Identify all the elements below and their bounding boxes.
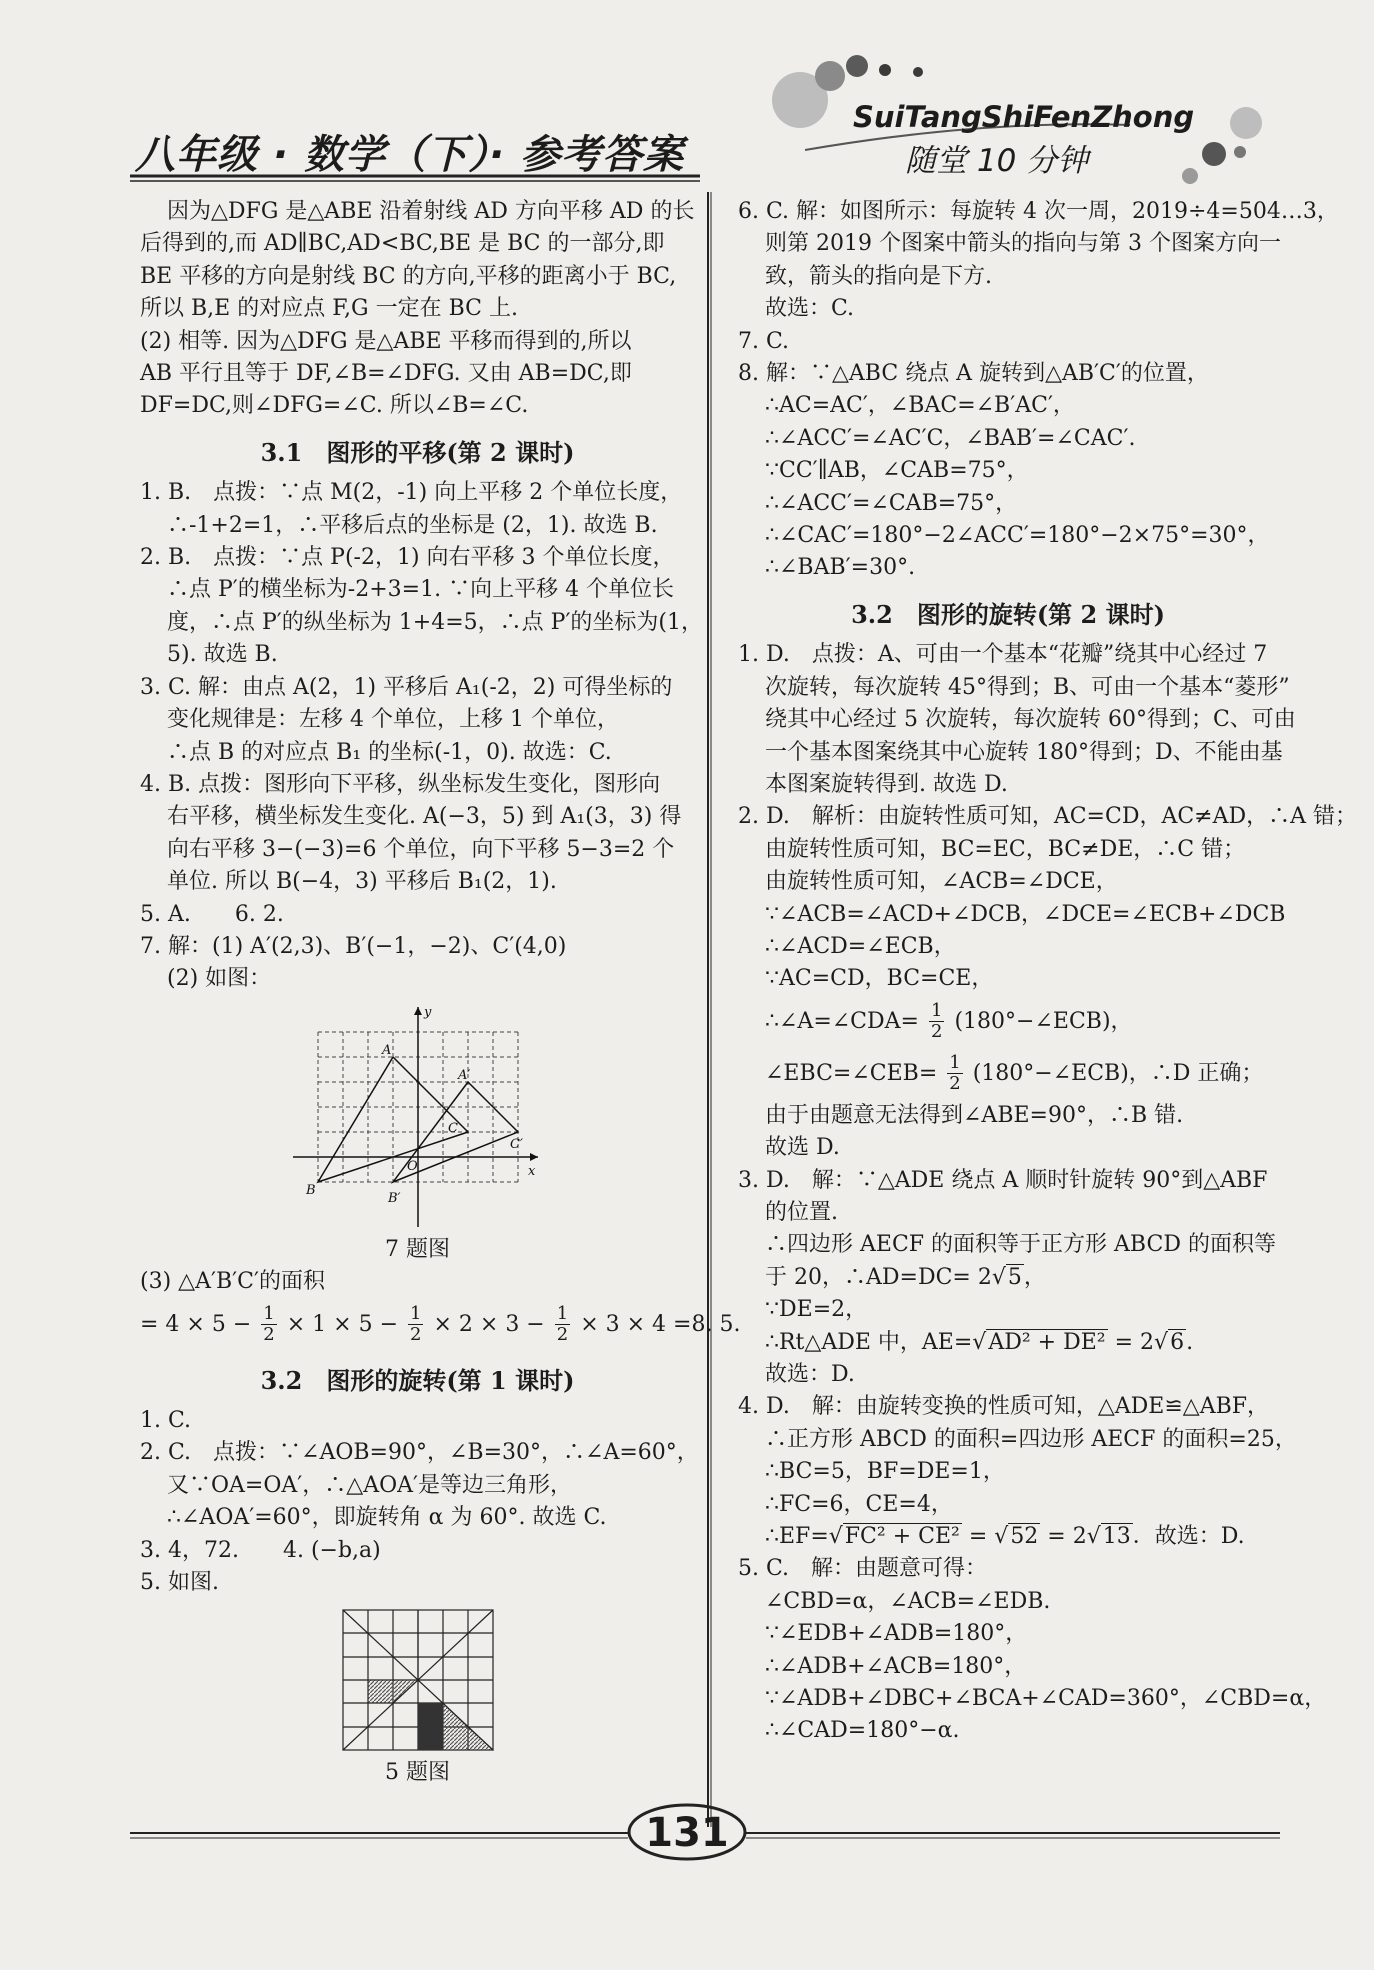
text-line: ∴∠CAC′=180°−2∠ACC′=180°−2×75°=30°， [765, 523, 1270, 549]
text-line: (3) △A′B′C′的面积 [140, 1269, 325, 1295]
text-line: 一个基本图案绕其中心旋转 180°得到；D、不能由基 [765, 739, 1283, 765]
equation-part: . [1186, 1329, 1194, 1355]
header-title: 八年级 · 数学（下）· 参考答案 [135, 132, 685, 178]
equation-part: = [961, 1524, 995, 1550]
sqrt-sign: √ [972, 1329, 987, 1355]
text-line: ∴∠ACD=∠ECB， [765, 933, 956, 959]
text-line: ∴BC=5，BF=DE=1， [765, 1459, 1005, 1485]
text-line: 由旋转性质可知，BC=EC，BC≠DE，∴C 错； [765, 836, 1246, 862]
sqrt-sign: √ [994, 1524, 1009, 1550]
text-line: 变化规律是：左移 4 个单位，上移 1 个单位， [167, 707, 619, 733]
text-line: 6. C. 解：如图所示：每旋转 4 次一周，2019÷4=504…3， [738, 199, 1339, 224]
text-line: ∴AC=AC′，∠BAC=∠B′AC′， [765, 393, 1075, 419]
text-line: 则第 2019 个图案中箭头的指向与第 3 个图案方向一 [765, 231, 1281, 257]
text-line: 4. B. 点拨：图形向下平移，纵坐标发生变化，图形向 [140, 771, 661, 797]
text-line: ∵∠EDB+∠ADB=180°， [765, 1621, 1028, 1647]
equation-part: × 2 × 3 − [433, 1311, 545, 1337]
text-line: 2. B. 点拨：∵点 P(-2，1) 向右平移 3 个单位长度， [140, 545, 675, 571]
section-title: 3.2 图形的旋转(第 2 课时) [851, 599, 1165, 629]
text-line: 右平移，横坐标发生变化. A(−3，5) 到 A₁(3，3) 得 [167, 804, 682, 830]
equation-part: ∴Rt△ADE 中，AE= [765, 1329, 973, 1355]
text-line: ∵∠ACB=∠ACD+∠DCB，∠DCE=∠ECB+∠DCB [765, 901, 1286, 927]
text-line: 又∵OA=OA′，∴△AOA′是等边三角形， [167, 1472, 573, 1498]
radicand: 6 [1170, 1329, 1185, 1355]
equation-part: × 3 × 4 =8. 5. [580, 1311, 741, 1337]
text-line: ∴点 B 的对应点 B₁ 的坐标(-1，0). 故选：C. [167, 739, 612, 765]
text-line: 4. D. 解：由旋转变换的性质可知，△ADE≌△ABF， [738, 1394, 1270, 1420]
equation-line [738, 1327, 1278, 1359]
fraction-denominator: 2 [263, 1324, 275, 1346]
radicand: 5 [1007, 1264, 1022, 1290]
svg-text:x: x [527, 1163, 535, 1179]
text-line: 次旋转，每次旋转 45°得到；B、可由一个基本“菱形” [765, 674, 1290, 700]
svg-text:A: A [381, 1042, 391, 1058]
text-line: 绕其中心经过 5 次旋转，每次旋转 60°得到；C、可由 [765, 707, 1296, 733]
text-line: ∴四边形 AECF 的面积等于正方形 ABCD 的面积等 [765, 1232, 1276, 1258]
text-line: BE 平移的方向是射线 BC 的方向,平移的距离小于 BC, [140, 263, 677, 289]
text-line: 故选：D. [765, 1362, 855, 1387]
text-line: ∵AC=CD，BC=CE， [765, 966, 994, 992]
fraction-numerator: 1 [263, 1303, 275, 1325]
sqrt-sign: √ [1086, 1524, 1101, 1550]
text-line: 5. A. 6. 2. [140, 901, 284, 927]
fraction [555, 1304, 570, 1345]
text-line: ∴∠BAB′=30°. [765, 555, 916, 581]
equation-line [738, 1521, 1278, 1553]
left-column [140, 196, 741, 1790]
equation-line [738, 1048, 1278, 1100]
section-title: 3.1 图形的平移(第 2 课时) [260, 437, 575, 467]
text-line: ∵DE=2， [765, 1297, 868, 1323]
text-line: ∴∠ACC′=∠CAB=75°， [765, 490, 1018, 516]
text-line: ∴∠ADB+∠ACB=180°， [765, 1653, 1027, 1679]
text-line: 致，箭头的指向是下方. [765, 263, 992, 289]
sqrt-sign: √ [991, 1264, 1006, 1290]
equation-part: × 1 × 5 − [286, 1311, 399, 1337]
fraction [947, 1053, 962, 1094]
text-line: 的位置. [765, 1199, 838, 1225]
right-column [738, 196, 1358, 1748]
svg-text:A′: A′ [457, 1067, 470, 1083]
fraction-numerator: 1 [949, 1052, 961, 1074]
text-line: (2) 相等. 因为△DFG 是△ABE 平移而得到的,所以 [140, 328, 632, 354]
text-line: 故选 D. [765, 1135, 840, 1161]
text-line: 5. C. 解：由题意可得： [738, 1556, 988, 1582]
equation-line [738, 1262, 1278, 1294]
text-line: 故选：C. [765, 296, 855, 322]
fraction-denominator: 2 [930, 1021, 943, 1043]
fraction-numerator: 1 [410, 1303, 422, 1325]
svg-text:y: y [423, 1004, 431, 1020]
equation-line [738, 996, 1278, 1048]
equation-part: = 4 × 5 − [140, 1311, 252, 1337]
text-line: 2. D. 解析：由旋转性质可知，AC=CD，AC≠AD，∴A 错； [738, 804, 1358, 830]
text-line: ∴-1+2=1，∴平移后点的坐标是 (2，1). 故选 B. [167, 512, 658, 538]
text-line: ∴正方形 ABCD 的面积=四边形 AECF 的面积=25， [765, 1426, 1297, 1452]
equation-part: ， [1023, 1264, 1046, 1290]
text-line: 度，∴点 P′的纵坐标为 1+4=5，∴点 P′的坐标为(1， [167, 609, 704, 635]
page-number: 131 [645, 1810, 729, 1856]
equation-part: (180°−∠ECB)， [954, 1008, 1133, 1034]
sqrt-sign: √ [1154, 1329, 1169, 1355]
svg-text:C: C [447, 1120, 458, 1136]
figure-5-rotation-pattern [338, 1605, 498, 1755]
area-equation [140, 1299, 741, 1351]
text-line: (2) 如图： [167, 966, 272, 992]
fraction [929, 1001, 944, 1042]
text-line: 1. B. 点拨：∵点 M(2，-1) 向上平移 2 个单位长度， [140, 480, 683, 506]
text-line: 本图案旋转得到. 故选 D. [765, 771, 1008, 797]
text-line: 向右平移 3−(−3)=6 个单位，向下平移 5−3=2 个 [167, 836, 675, 862]
equation-part: ．故选：D. [1132, 1524, 1245, 1550]
fraction-denominator: 2 [949, 1073, 961, 1095]
fraction [408, 1304, 423, 1345]
text-line: 3. C. 解：由点 A(2，1) 平移后 A₁(-2，2) 可得坐标的 [140, 674, 673, 700]
fraction [261, 1304, 276, 1345]
text-line: 所以 B,E 的对应点 F,G 一定在 BC 上. [140, 296, 518, 322]
text-line: 3. D. 解：∵△ADE 绕点 A 顺时针旋转 90°到△ABF [738, 1167, 1268, 1193]
text-line: 由旋转性质可知，∠ACB=∠DCE， [765, 869, 1118, 895]
fraction-numerator: 1 [930, 1000, 943, 1022]
equation-part: ∴EF= [765, 1524, 829, 1550]
text-line: 由于由题意无法得到∠ABE=90°，∴B 错. [765, 1102, 1184, 1128]
text-line: AB 平行且等于 DF,∠B=∠DFG. 又由 AB=DC,即 [140, 361, 632, 387]
radicand: 52 [1010, 1524, 1039, 1550]
equation-part: ∴∠A=∠CDA= [765, 1008, 919, 1034]
text-line: 因为△DFG 是△ABE 沿着射线 AD 方向平移 AD 的长 [167, 199, 695, 224]
brand-name-cn: 随堂 10 分钟 [905, 143, 1089, 179]
fraction-denominator: 2 [556, 1324, 569, 1346]
text-line: 单位. 所以 B(−4，3) 平移后 B₁(2，1). [167, 869, 557, 895]
brand-name-en: SuiTangShiFenZhong [853, 100, 1195, 134]
text-line: 5. 如图. [140, 1570, 219, 1595]
text-line: 7. C. [738, 328, 790, 354]
text-line: ∵∠ADB+∠DBC+∠BCA+∠CAD=360°，∠CBD=α， [765, 1686, 1327, 1712]
text-line: 5). 故选 B. [167, 642, 278, 668]
sqrt-sign: √ [828, 1524, 843, 1550]
figure-5-caption: 5 题图 [385, 1760, 450, 1786]
svg-text:O: O [406, 1158, 418, 1174]
text-line: 后得到的,而 AD∥BC,AD<BC,BE 是 BC 的一部分,即 [140, 231, 665, 257]
text-line: 7. 解：(1) A′(2,3)、B′(−1，−2)、C′(4,0) [140, 933, 567, 959]
text-line: ∠CBD=α，∠ACB=∠EDB. [765, 1588, 1051, 1614]
equation-part: (180°−∠ECB)，∴D 正确； [972, 1060, 1264, 1086]
equation-part: ∠EBC=∠CEB= [765, 1060, 938, 1086]
figure-7-caption: 7 题图 [385, 1236, 450, 1262]
text-line: ∴∠CAD=180°−α. [765, 1718, 960, 1744]
text-line: 2. C. 点拨：∵∠AOB=90°，∠B=30°，∴∠A=60°， [140, 1440, 699, 1466]
fraction-numerator: 1 [556, 1303, 569, 1325]
radicand: AD² + DE² [988, 1329, 1106, 1355]
text-line: 1. D. 点拨：A、可由一个基本“花瓣”绕其中心经过 7 [738, 642, 1268, 668]
text-line: ∵CC′∥AB，∠CAB=75°， [765, 458, 1029, 484]
text-line: ∴∠AOA′=60°，即旋转角 α 为 60°. 故选 C. [167, 1505, 607, 1531]
text-line: ∴∠ACC′=∠AC′C，∠BAB′=∠CAC′. [765, 425, 1136, 451]
text-line: ∴FC=6，CE=4， [765, 1491, 953, 1517]
text-line: DF=DC,则∠DFG=∠C. 所以∠B=∠C. [140, 393, 529, 419]
svg-text:C′: C′ [509, 1136, 523, 1152]
svg-text:B′: B′ [387, 1190, 401, 1206]
equation-part: = 2 [1107, 1329, 1155, 1355]
text-line: 3. 4，72. 4. (−b,a) [140, 1537, 381, 1563]
equation-part: = 2 [1040, 1524, 1087, 1550]
text-line: 8. 解：∵△ABC 绕点 A 旋转到△AB′C′的位置， [738, 361, 1209, 387]
radicand: FC² + CE² [844, 1524, 960, 1550]
radicand: 13 [1102, 1524, 1131, 1550]
section-title: 3.2 图形的旋转(第 1 课时) [260, 1365, 575, 1395]
equation-part: 于 20，∴AD=DC= 2 [765, 1264, 992, 1290]
column-divider [706, 192, 712, 1827]
text-line: ∴点 P′的横坐标为-2+3=1. ∵向上平移 4 个单位长 [167, 577, 675, 603]
text-line: 1. C. [140, 1407, 192, 1433]
svg-text:B: B [305, 1182, 316, 1198]
figure-7-coordinate-grid [288, 1002, 548, 1232]
fraction-denominator: 2 [410, 1324, 422, 1346]
